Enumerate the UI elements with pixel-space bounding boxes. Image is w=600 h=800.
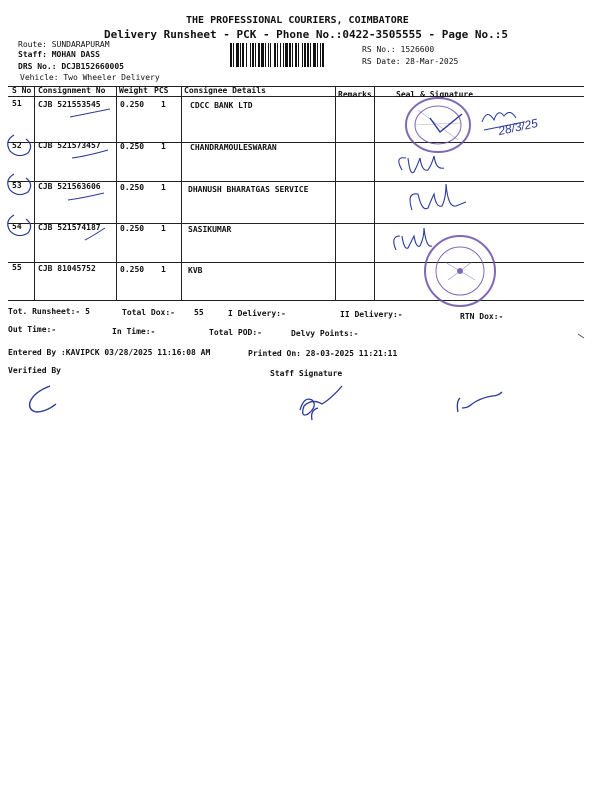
- row-pcs: 1: [161, 142, 166, 151]
- checkmark-signature: [430, 114, 462, 132]
- in-time-label: In Time:-: [112, 327, 156, 336]
- seal-stamp: [406, 98, 470, 152]
- pen-tick-mark: [68, 193, 104, 200]
- round-seal-stamp: [425, 236, 495, 306]
- row-sno: 55: [12, 263, 22, 272]
- company-name: THE PROFESSIONAL COURIERS, COIMBATORE: [186, 15, 409, 26]
- handwritten-signature: [410, 184, 466, 210]
- barcode-bar: [233, 43, 234, 67]
- staff-signature-mark: [300, 386, 342, 420]
- barcode-bar: [295, 43, 297, 67]
- col-header-consignee: Consignee Details: [184, 86, 266, 95]
- barcode-bar: [250, 43, 251, 67]
- barcode-bar: [236, 43, 239, 67]
- col-header-weight: Weight: [119, 86, 148, 95]
- row-consignment-no: CJB 521563606: [38, 182, 101, 191]
- printed-on: Printed On: 28-03-2025 11:21:11: [248, 349, 398, 358]
- row-sno: 54: [12, 222, 22, 231]
- total-dox-value: 55: [194, 308, 204, 317]
- row-weight: 0.250: [120, 224, 145, 233]
- col-header-sno: S No: [12, 86, 32, 95]
- out-time-label: Out Time:-: [8, 325, 57, 334]
- barcode-bar: [280, 43, 281, 67]
- drs-number: DRS No.: DCJB152660005: [18, 62, 124, 71]
- row-consignment-no: CJB 81045752: [38, 264, 96, 273]
- handwritten-signature: [399, 156, 444, 173]
- runsheet-title: Delivery Runsheet - PCK - Phone No.:0422-3505555 - Page No.:5: [104, 28, 508, 41]
- barcode-bar: [310, 43, 311, 67]
- tot-runsheet: Tot. Runsheet:- 5: [8, 307, 90, 316]
- barcode-bar: [289, 43, 291, 67]
- barcode-bar: [313, 43, 316, 67]
- row-consignment-no: CJB 521553545: [38, 100, 101, 109]
- handwritten-signature: [394, 228, 432, 250]
- row-pcs: 1: [161, 183, 166, 192]
- entered-by: Entered By :KAVIPCK 03/28/2025 11:16:08 AM: [8, 348, 211, 357]
- col-header-seal: Seal & Signature: [396, 90, 474, 99]
- row-weight: 0.250: [120, 265, 145, 274]
- row-consignee: CDCC BANK LTD: [190, 101, 253, 110]
- col-rule: [335, 86, 336, 300]
- barcode-bar: [317, 43, 318, 67]
- row-sno: 51: [12, 99, 22, 108]
- barcode-bar: [304, 43, 306, 67]
- verified-by-label: Verified By: [8, 366, 61, 375]
- rtn-dox-label: RTN Dox:-: [460, 312, 504, 321]
- row-weight: 0.250: [120, 183, 145, 192]
- i-delivery-label: I Delivery:-: [228, 309, 286, 318]
- row-sno: 52: [12, 141, 22, 150]
- barcode-bar: [285, 43, 288, 67]
- staff-label: Staff: MOHAN DASS: [18, 50, 100, 59]
- rs-date: RS Date: 28-Mar-2025: [362, 57, 459, 66]
- barcode-bar: [320, 43, 321, 67]
- total-dox-label: Total Dox:-: [122, 308, 175, 317]
- barcode-bar: [261, 43, 264, 67]
- col-header-pcs: PCS: [154, 86, 169, 95]
- row-consignee: CHANDRAMOULESWARAN: [190, 143, 277, 152]
- row-consignee: DHANUSH BHARATGAS SERVICE: [188, 185, 309, 194]
- row-rule: [8, 262, 584, 263]
- row-pcs: 1: [161, 224, 166, 233]
- barcode-bar: [230, 43, 232, 67]
- col-rule: [181, 86, 182, 300]
- row-consignee: SASIKUMAR: [188, 225, 232, 234]
- col-header-remarks: Remarks: [338, 90, 372, 99]
- barcode-bar: [307, 43, 309, 67]
- barcode-bar: [240, 43, 241, 67]
- pen-tick-mark: [72, 150, 108, 158]
- col-header-consignment: Consignment No: [38, 86, 106, 95]
- handwritten-signature: [457, 392, 502, 412]
- total-pod-label: Total POD:-: [209, 328, 262, 337]
- handwritten-date: 28/3/25: [496, 115, 540, 139]
- barcode: [230, 43, 354, 67]
- row-pcs: 1: [161, 100, 166, 109]
- barcode-bar: [274, 43, 276, 67]
- row-pcs: 1: [161, 265, 166, 274]
- vehicle-label: Vehicle: Two Wheeler Delivery: [20, 73, 160, 82]
- barcode-bar: [255, 43, 256, 67]
- verified-by-signature: [30, 386, 56, 412]
- ii-delivery-label: II Delivery:-: [340, 310, 403, 319]
- route-label: Route: SUNDARAPURAM: [18, 40, 110, 49]
- barcode-bar: [246, 43, 247, 67]
- barcode-bar: [258, 43, 260, 67]
- table-bottom-rule: [8, 300, 584, 301]
- barcode-bar: [252, 43, 254, 67]
- col-rule: [34, 86, 35, 300]
- col-rule: [374, 86, 375, 300]
- barcode-bar: [265, 43, 266, 67]
- barcode-bar: [268, 43, 269, 67]
- rs-number: RS No.: 1526600: [362, 45, 435, 54]
- row-consignee: KVB: [188, 266, 203, 275]
- staff-signature-label: Staff Signature: [270, 369, 343, 378]
- barcode-bar: [292, 43, 293, 67]
- row-weight: 0.250: [120, 100, 145, 109]
- barcode-bar: [242, 43, 244, 67]
- pen-tick-mark: [578, 334, 584, 338]
- col-rule: [116, 86, 117, 300]
- row-sno: 53: [12, 181, 22, 190]
- table-header-rule: [8, 96, 584, 97]
- row-consignment-no: CJB 521574187: [38, 223, 101, 232]
- barcode-bar: [298, 43, 299, 67]
- barcode-bar: [270, 43, 271, 67]
- barcode-bar: [302, 43, 303, 67]
- delvy-points-label: Delvy Points:-: [291, 329, 359, 338]
- row-consignment-no: CJB 521573457: [38, 141, 101, 150]
- pen-tick-mark: [70, 109, 110, 117]
- row-weight: 0.250: [120, 142, 145, 151]
- barcode-bar: [283, 43, 284, 67]
- barcode-bar: [277, 43, 278, 67]
- barcode-bar: [322, 43, 324, 67]
